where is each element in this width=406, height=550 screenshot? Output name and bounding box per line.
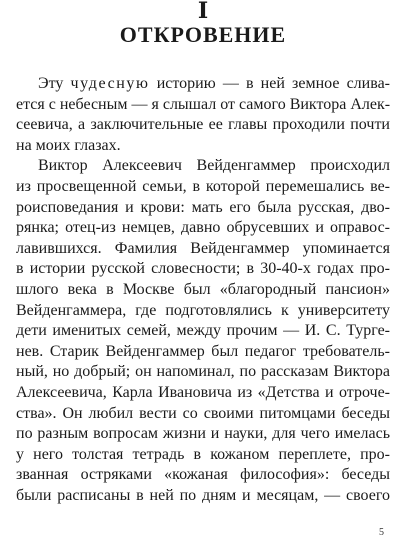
text-line: в истории русской словесности; в 30-40-х годах про- xyxy=(16,260,390,278)
text-line: лавившихся. Фамилия Вейденгаммер упоминается xyxy=(16,239,390,257)
text-line: были расписаны в ней по дням и месяцам, — своего xyxy=(16,486,390,504)
text-line: Эту чудесную историю — в ней земное слива- xyxy=(38,75,390,92)
text-line: по разным вопросам жизни и науки, для чего имелась xyxy=(16,425,390,443)
body-text xyxy=(16,74,390,506)
text-line: из просвещенной семьи, в которой перемешались ве- xyxy=(16,177,390,195)
text-line: званная остряками «кожаная философия»: беседы xyxy=(16,466,390,484)
book-page xyxy=(16,0,390,550)
text-line: сеевича, а заключительные ее главы проходили почти xyxy=(16,116,390,134)
text-line: ный, но добрый; он напоминал, по рассказам Виктора xyxy=(16,363,390,381)
text-line: Вейденгаммера, где подготовлялись к университету xyxy=(16,301,390,319)
text-line: у него толстая тетрадь в кожаном переплете, про- xyxy=(16,445,390,463)
paragraph-1 xyxy=(16,74,390,156)
text-line: Виктор Алексеевич Вейденгаммер происходил xyxy=(38,157,390,175)
text-line: дети именитых семей, между прочим — И. С. Турге- xyxy=(16,322,390,340)
page-number: 5 xyxy=(379,527,384,538)
text-line: на моих глазах. xyxy=(16,136,121,154)
paragraph-2 xyxy=(16,156,390,506)
text-line: рянка; отец-из немцев, давно обрусевших и оправос- xyxy=(16,219,390,237)
text-line: нев. Старик Вейденгаммер был педагог требователь- xyxy=(16,342,390,360)
text-line: ства». Он любил вести со своими питомцами беседы xyxy=(16,404,390,422)
text-line: роисповедания и крови: мать его была русская, дво- xyxy=(16,198,390,216)
chapter-number: I xyxy=(197,0,209,18)
text-line: Алексеевича, Карла Ивановича из «Детства и отроче- xyxy=(16,383,390,401)
text-line: ется с небесным — я слышал от самого Виктора Алек- xyxy=(16,95,391,113)
text-line: шлого века в Москве был «благородный пансион» xyxy=(16,280,390,298)
chapter-title: ОТКРОВЕНИЕ xyxy=(119,22,287,47)
